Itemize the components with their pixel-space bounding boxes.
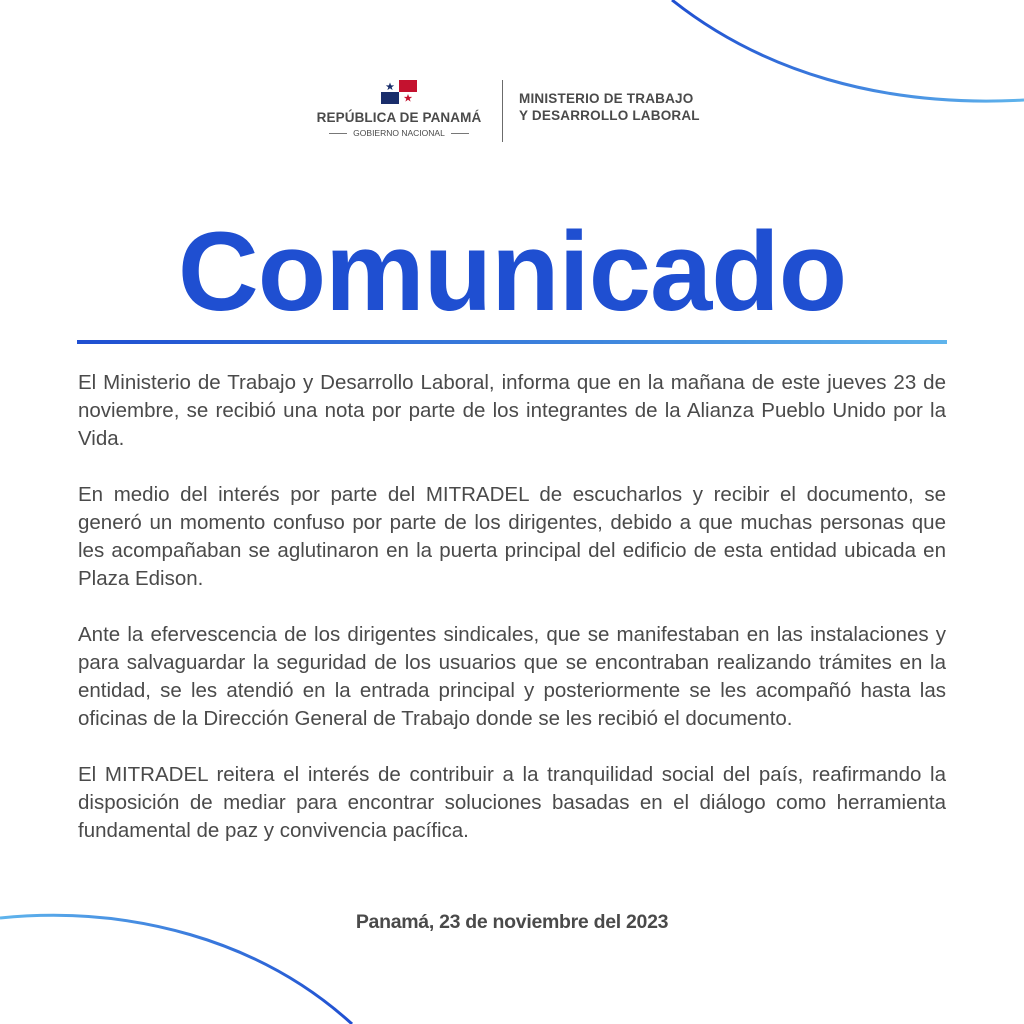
paragraph-1: El Ministerio de Trabajo y Desarrollo Laboral, informa que en la mañana de este jueves 23 de noviembre, se recibió una nota por parte de los integrantes de la Alianza Pueblo Unido por la Vida.: [78, 371, 946, 450]
title-underline: [77, 340, 947, 344]
dash-right: [451, 133, 469, 134]
country-name: REPÚBLICA DE PANAMÁ: [316, 110, 482, 125]
ministry-line-2: Y DESARROLLO LABORAL: [519, 108, 700, 123]
paragraph-4: El MITRADEL reitera el interés de contribuir a la tranquilidad social del país, reafirmando la disposición de mediar para encontrar soluciones basadas en el diálogo como herramienta fundamental de paz y convivencia pacífica.: [78, 763, 946, 842]
ministry-line-1: MINISTERIO DE TRABAJO: [519, 91, 694, 106]
date-line: Panamá, 23 de noviembre del 2023: [355, 911, 669, 933]
government-label: GOBIERNO NACIONAL: [353, 128, 445, 138]
header-divider: [502, 80, 503, 142]
government-logo: [312, 78, 486, 138]
dash-left: [329, 133, 347, 134]
header-logos: [312, 78, 700, 142]
statement-body: [78, 369, 946, 873]
paragraph-3: Ante la efervescencia de los dirigentes sindicales, que se manifestaban en las instalaciones y para salvaguardar la seguridad de los usuarios que se encontraban realizando trámites en la entidad, se les atendió en la entrada principal y posteriormente se les acompañó hasta las oficinas de la Dirección General de Trabajo donde se les recibió el documento.: [78, 623, 946, 730]
government-label-row: [312, 128, 486, 138]
page-title: Comunicado: [177, 209, 847, 334]
panama-flag-icon: [381, 80, 417, 104]
paragraph-2: En medio del interés por parte del MITRADEL de escucharlos y recibir el documento, se generó un momento confuso por parte de los dirigentes, debido a que muchas personas que les acompañaban se aglutinaron en la puerta principal del edificio de esta entidad ubicada en Plaza Edison.: [78, 483, 946, 590]
top-right-curve: [672, 0, 1024, 101]
ministry-name: [519, 90, 700, 124]
